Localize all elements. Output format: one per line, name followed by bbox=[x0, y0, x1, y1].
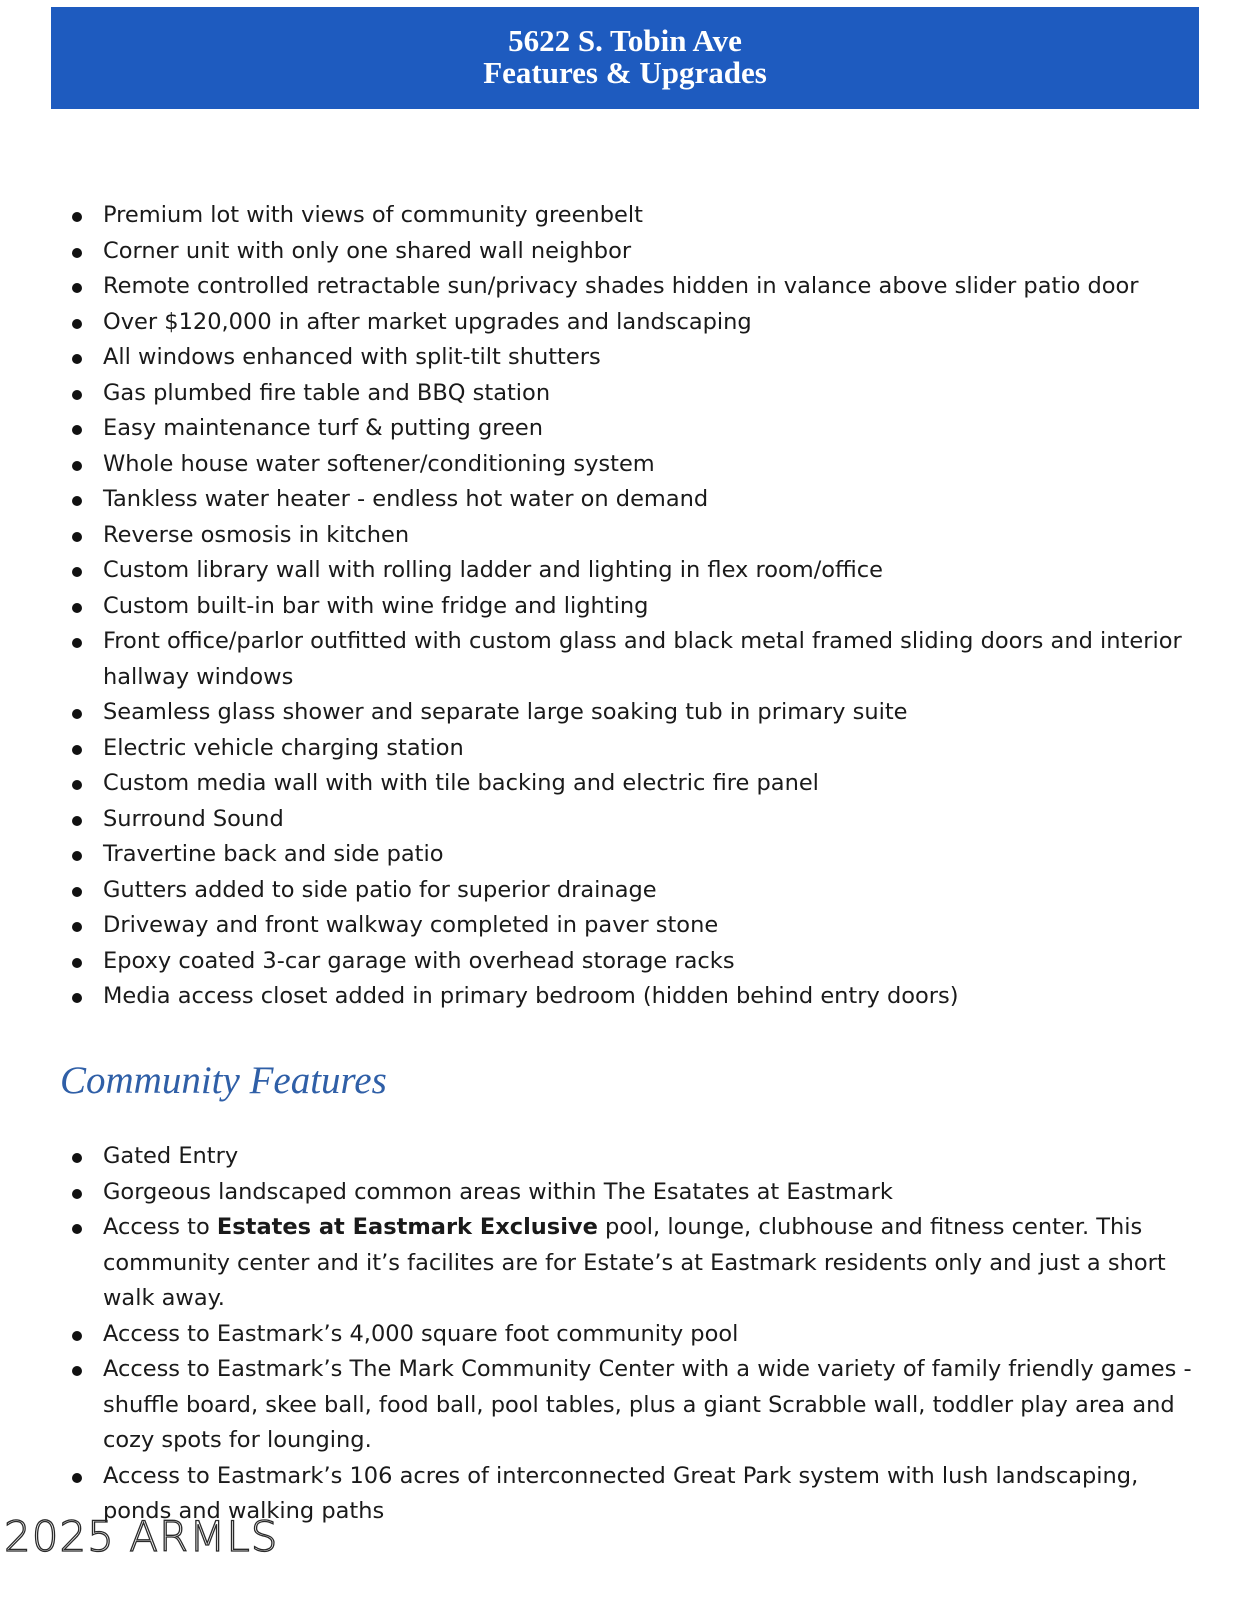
feature-item: Travertine back and side patio bbox=[70, 837, 1200, 873]
feature-item: Seamless glass shower and separate large soaking tub in primary suite bbox=[70, 695, 1200, 731]
feature-item: Gas plumbed fire table and BBQ station bbox=[70, 376, 1200, 412]
watermark: 2025 ARMLS bbox=[4, 1512, 279, 1561]
property-address: 5622 S. Tobin Ave bbox=[508, 23, 742, 58]
feature-item: Electric vehicle charging station bbox=[70, 731, 1200, 767]
feature-item: Gutters added to side patio for superior drainage bbox=[70, 873, 1200, 909]
item-emphasis: Estates at Eastmark Exclusive bbox=[216, 1214, 598, 1240]
feature-item: Epoxy coated 3-car garage with overhead storage racks bbox=[70, 944, 1200, 980]
community-feature-item: Access to Eastmark’s 106 acres of interconnected Great Park system with lush landscaping, ponds and walking paths bbox=[70, 1459, 1200, 1530]
feature-item: Surround Sound bbox=[70, 802, 1200, 838]
feature-item: Premium lot with views of community greenbelt bbox=[70, 198, 1200, 234]
feature-item: Over $120,000 in after market upgrades and landscaping bbox=[70, 305, 1200, 341]
feature-item: Custom library wall with rolling ladder and lighting in flex room/office bbox=[70, 553, 1200, 589]
header-subtitle: Features & Upgrades bbox=[483, 55, 767, 90]
community-feature-item bbox=[70, 1210, 1200, 1317]
feature-item: Whole house water softener/conditioning system bbox=[70, 447, 1200, 483]
feature-item: Custom media wall with with tile backing and electric fire panel bbox=[70, 766, 1200, 802]
feature-item: Front office/parlor outfitted with custom glass and black metal framed sliding doors and interior hallway windows bbox=[70, 624, 1200, 695]
community-feature-item: Access to Eastmark’s 4,000 square foot community pool bbox=[70, 1317, 1200, 1353]
item-prefix: Access to bbox=[103, 1214, 217, 1240]
community-feature-item: Gorgeous landscaped common areas within The Esatates at Eastmark bbox=[70, 1175, 1200, 1211]
item-text: pool, lounge, clubhouse and fitness center. This community center and it’s facilites are for Estate’s at Eastmark residents only and just a short walk away. bbox=[103, 1214, 1166, 1311]
community-features-list bbox=[70, 1139, 1200, 1530]
feature-item: Driveway and front walkway completed in paver stone bbox=[70, 908, 1200, 944]
feature-item: Easy maintenance turf & putting green bbox=[70, 411, 1200, 447]
community-feature-item: Access to Eastmark’s The Mark Community Center with a wide variety of family friendly games - shuffle board, skee ball, food ball, pool tables, plus a giant Scrabble wall, toddler play area and cozy spots for lounging. bbox=[70, 1352, 1200, 1459]
community-feature-item: Gated Entry bbox=[70, 1139, 1200, 1175]
feature-item: Media access closet added in primary bedroom (hidden behind entry doors) bbox=[70, 979, 1200, 1015]
feature-item: All windows enhanced with split-tilt shutters bbox=[70, 340, 1200, 376]
feature-item: Tankless water heater - endless hot water on demand bbox=[70, 482, 1200, 518]
feature-item: Corner unit with only one shared wall neighbor bbox=[70, 234, 1200, 270]
community-features-heading: Community Features bbox=[60, 1059, 387, 1102]
feature-item: Reverse osmosis in kitchen bbox=[70, 518, 1200, 554]
features-list bbox=[70, 198, 1200, 1015]
document-header bbox=[51, 7, 1199, 109]
feature-item: Custom built-in bar with wine fridge and lighting bbox=[70, 589, 1200, 625]
feature-item: Remote controlled retractable sun/privacy shades hidden in valance above slider patio door bbox=[70, 269, 1200, 305]
